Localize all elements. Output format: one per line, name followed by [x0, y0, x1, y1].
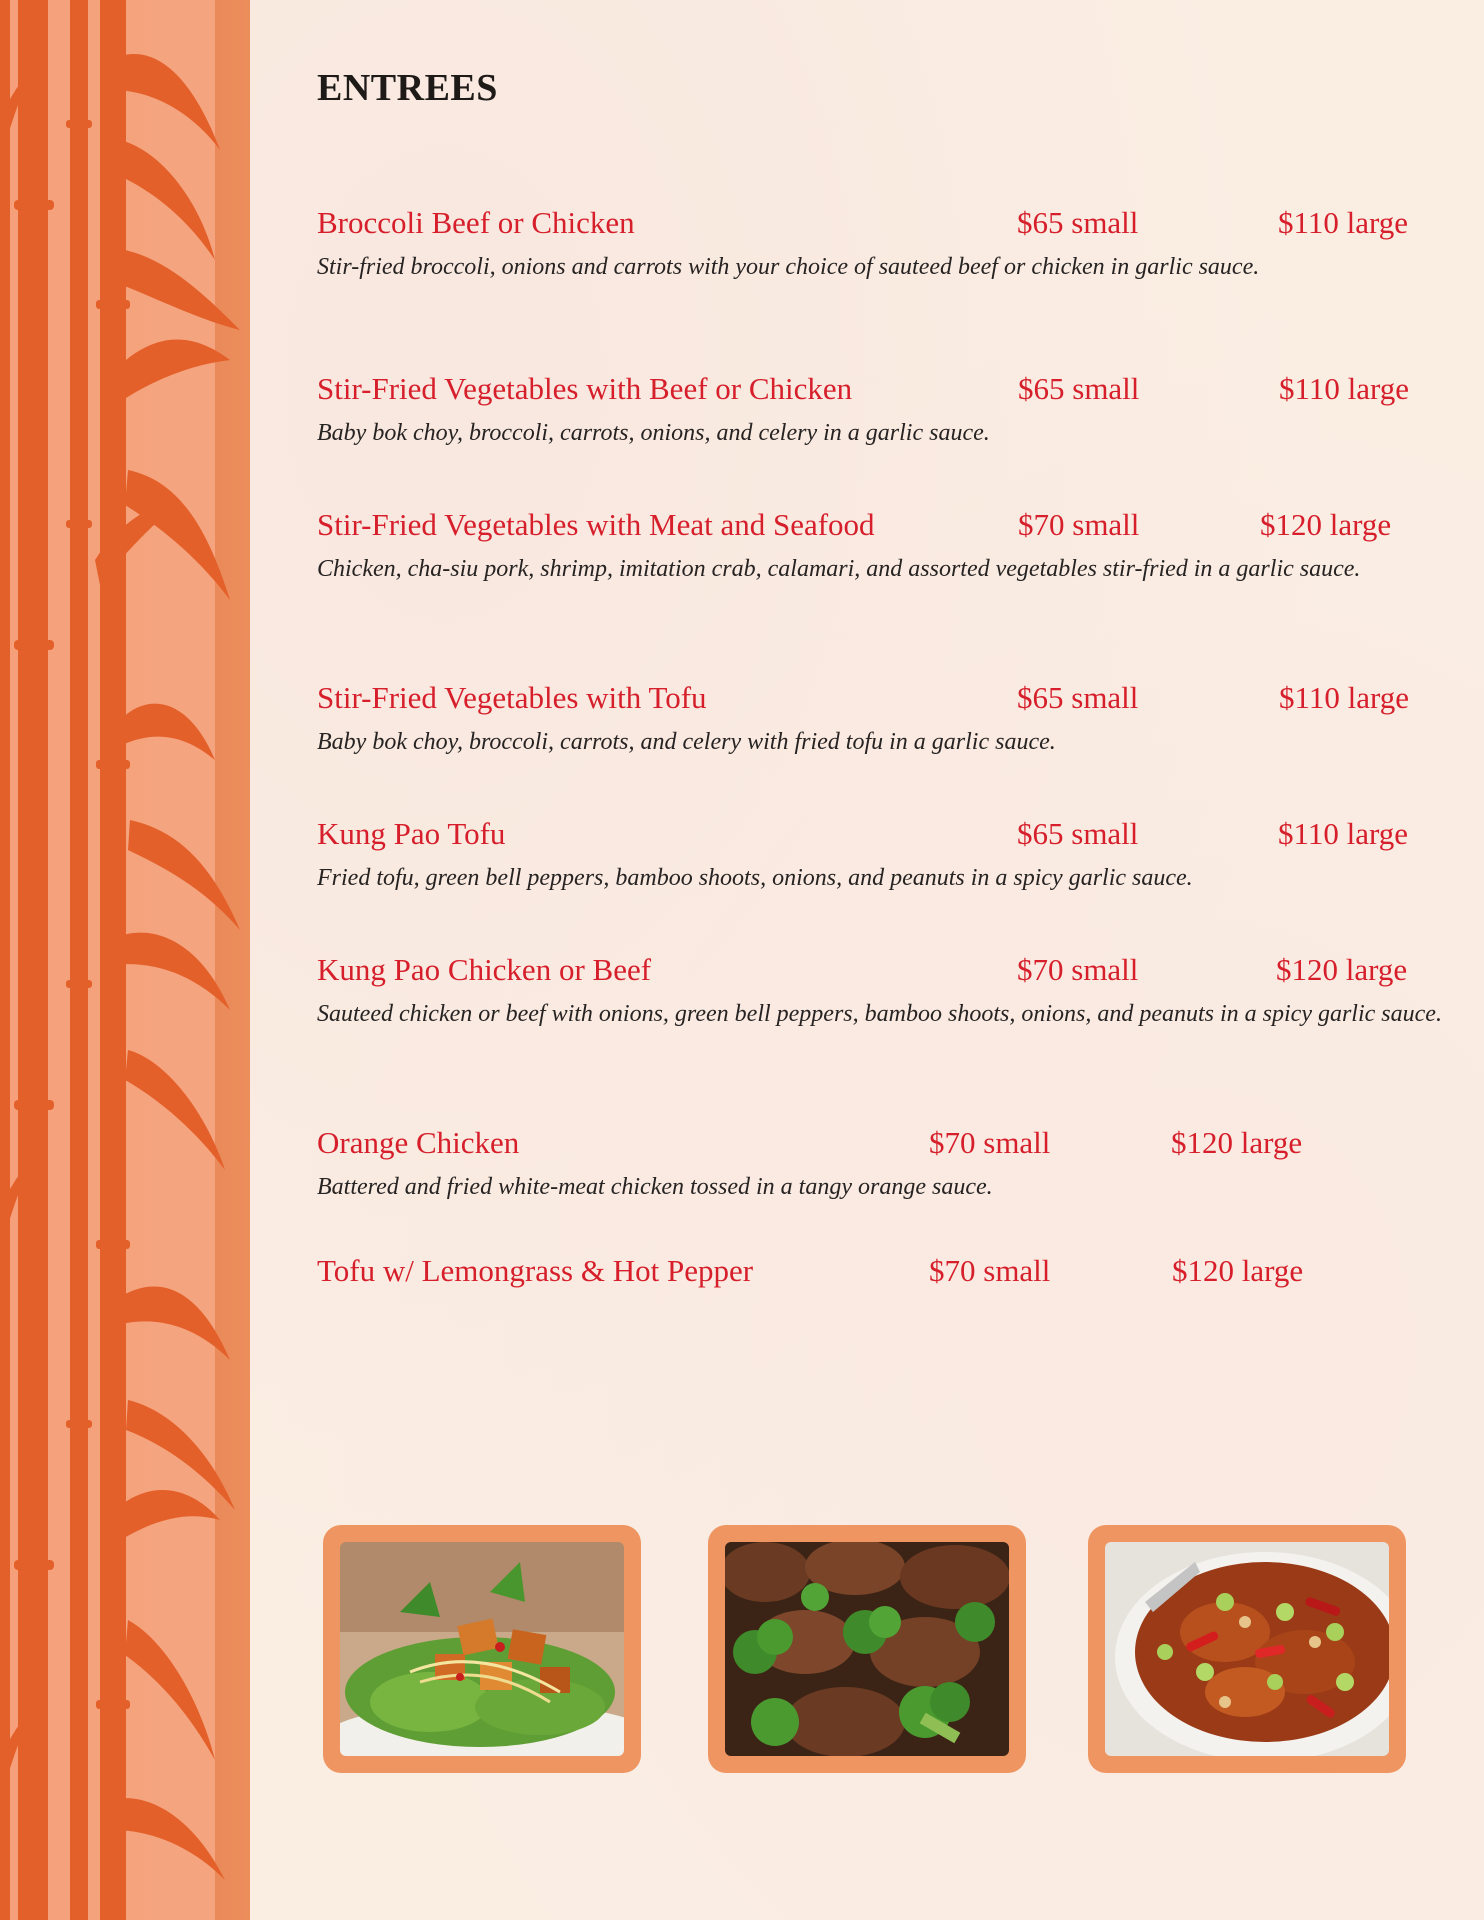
item-name: Kung Pao Tofu: [317, 816, 506, 851]
price-large: $120 large: [1172, 1253, 1304, 1288]
menu-item: [317, 952, 1447, 1033]
price-small: $70 small: [1017, 952, 1139, 987]
price-large: $120 large: [1260, 507, 1392, 542]
menu-item: [317, 680, 1447, 761]
kung-pao-chicken-image: [1105, 1542, 1389, 1756]
price-small: $65 small: [1017, 680, 1139, 715]
section-heading: ENTREES: [317, 67, 498, 109]
price-large: $120 large: [1171, 1125, 1303, 1160]
price-large: $110 large: [1279, 371, 1409, 406]
item-name: Broccoli Beef or Chicken: [317, 205, 635, 240]
item-description: Baby bok choy, broccoli, carrots, and celery with fried tofu in a garlic sauce.: [317, 729, 1056, 755]
item-description: Stir-fried broccoli, onions and carrots with your choice of sauteed beef or chicken in garlic sauce.: [317, 254, 1260, 280]
bamboo-illustration: [0, 0, 250, 1920]
bamboo-side-panel: [0, 0, 250, 1920]
item-description: Chicken, cha-siu pork, shrimp, imitation crab, calamari, and assorted vegetables stir-fried in a garlic sauce.: [317, 556, 1361, 582]
price-small: $65 small: [1017, 205, 1139, 240]
price-small: $65 small: [1017, 816, 1139, 851]
menu-item: [317, 1125, 1447, 1206]
tofu-salad-image: [340, 1542, 624, 1756]
price-large: $110 large: [1278, 816, 1408, 851]
price-large: $120 large: [1276, 952, 1408, 987]
item-name: Stir-Fried Vegetables with Tofu: [317, 680, 707, 715]
tofu-salad-photo: [323, 1525, 641, 1773]
item-name: Tofu w/ Lemongrass & Hot Pepper: [317, 1253, 754, 1288]
broccoli-beef-photo: [708, 1525, 1026, 1773]
item-description: Battered and fried white-meat chicken tossed in a tangy orange sauce.: [317, 1174, 993, 1200]
item-name: Orange Chicken: [317, 1125, 520, 1160]
price-small: $70 small: [1018, 507, 1140, 542]
broccoli-beef-image: [725, 1542, 1009, 1756]
price-large: $110 large: [1278, 205, 1408, 240]
price-small: $65 small: [1018, 371, 1140, 406]
kung-pao-chicken-photo: [1088, 1525, 1406, 1773]
menu-item: [317, 205, 1447, 286]
price-small: $70 small: [929, 1253, 1051, 1288]
item-name: Kung Pao Chicken or Beef: [317, 952, 652, 987]
item-description: Baby bok choy, broccoli, carrots, onions, and celery in a garlic sauce.: [317, 420, 990, 446]
menu-item: [317, 816, 1447, 897]
price-large: $110 large: [1279, 680, 1409, 715]
menu-item: [317, 507, 1447, 588]
menu-item: [317, 371, 1447, 452]
menu-item: [317, 1253, 1447, 1293]
item-description: Fried tofu, green bell peppers, bamboo shoots, onions, and peanuts in a spicy garlic sauce.: [317, 865, 1193, 891]
item-name: Stir-Fried Vegetables with Beef or Chicken: [317, 371, 853, 406]
item-name: Stir-Fried Vegetables with Meat and Seafood: [317, 507, 875, 542]
price-small: $70 small: [929, 1125, 1051, 1160]
item-description: Sauteed chicken or beef with onions, green bell peppers, bamboo shoots, onions, and peanuts in a spicy garlic sauce.: [317, 1001, 1442, 1027]
